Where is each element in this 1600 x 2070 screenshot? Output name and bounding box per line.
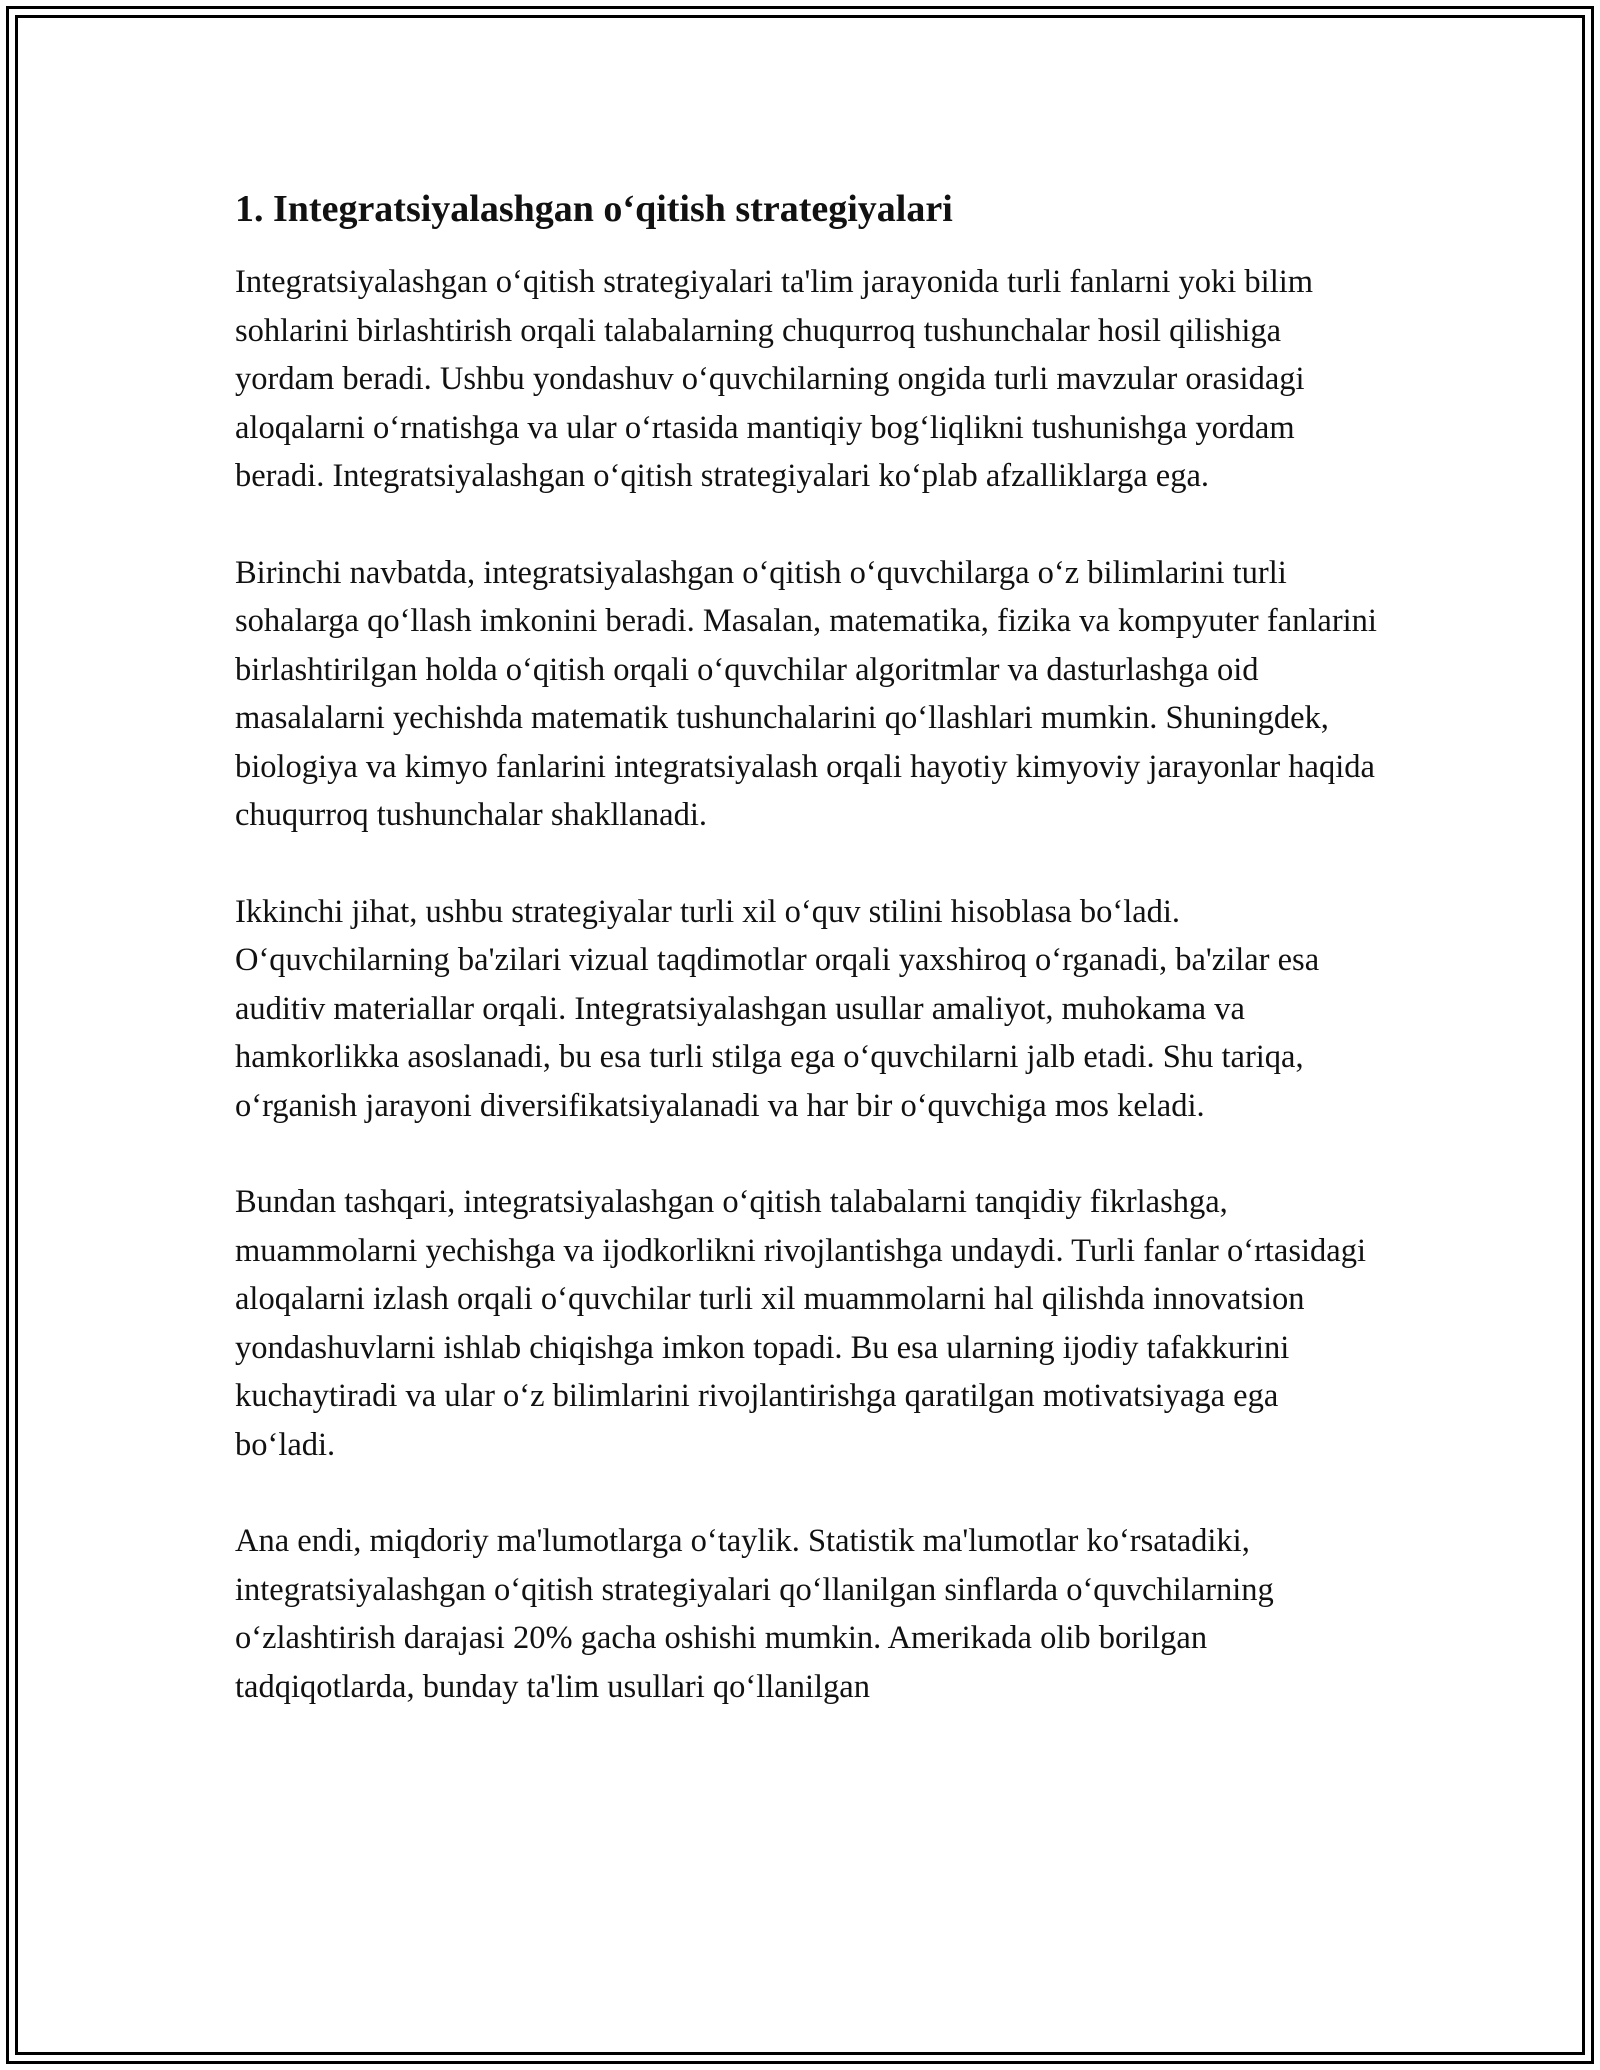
paragraph-4: Bundan tashqari, integratsiyalashgan o‘qitish talabalarni tanqidiy fikrlashga, muammolarni yechishga va ijodkorlikni rivojlantishga undaydi. Turli fanlar o‘rtasidagi aloqalarni izlash orqali o‘quvchilar turli xil muammolarni hal qilishda innovatsion yondashuvlarni ishlab chiqishga imkon topadi. Bu esa ularning ijodiy tafakkurini kuchaytiradi va ular o‘z bilimlarini rivojlantirishga qaratilgan motivatsiyaga ega bo‘ladi. [235, 1184, 1366, 1463]
section-heading: 1. Integratsiyalashgan o‘qitish strategiyalari [235, 188, 953, 230]
paragraph-1: Integratsiyalashgan o‘qitish strategiyalari ta'lim jarayonida turli fanlarni yoki bilim sohlarini birlashtirish orqali talabalarning chuqurroq tushunchalar hosil qilishiga yordam beradi. Ushbu yondashuv o‘quvchilarning ongida turli mavzular orasidagi aloqalarni o‘rnatishga va ular o‘rtasida mantiqiy bog‘liqlikni tushunishga yordam beradi. Integratsiyalashgan o‘qitish strategiyalari ko‘plab afzalliklarga ega. [235, 264, 1314, 494]
paragraph-3: Ikkinchi jihat, ushbu strategiyalar turli xil o‘quv stilini hisoblasa bo‘ladi. O‘quvchilarning ba'zilari vizual taqdimotlar orqali yaxshiroq o‘rganadi, ba'zilar esa auditiv materiallar orqali. Integratsiyalashgan usullar amaliyot, muhokama va hamkorlikka asoslanadi, bu esa turli stilga ega o‘quvchilarni jalb etadi. Shu tariqa, o‘rganish jarayoni diversifikatsiyalanadi va har bir o‘quvchiga mos keladi. [235, 893, 1320, 1124]
document-body [235, 185, 1380, 1711]
paragraph-5: Ana endi, miqdoriy ma'lumotlarga o‘taylik. Statistik ma'lumotlar ko‘rsatadiki, integratsiyalashgan o‘qitish strategiyalari qo‘llanilgan sinflarda o‘quvchilarning o‘zlashtirish darajasi 20% gacha oshishi mumkin. Amerikada olib borilgan tadqiqotlarda, bunday ta'lim usullari qo‘llanilgan [235, 1523, 1274, 1705]
paragraph-2: Birinchi navbatda, integratsiyalashgan o‘qitish o‘quvchilarga o‘z bilimlarini turli sohalarga qo‘llash imkonini beradi. Masalan, matematika, fizika va kompyuter fanlarini birlashtirilgan holda o‘qitish orqali o‘quvchilar algoritmlar va dasturlashga oid masalalarni yechishda matematik tushunchalarini qo‘llashlari mumkin. Shuningdek, biologiya va kimyo fanlarini integratsiyalash orqali hayotiy kimyoviy jarayonlar haqida chuqurroq tushunchalar shakllanadi. [235, 554, 1377, 833]
